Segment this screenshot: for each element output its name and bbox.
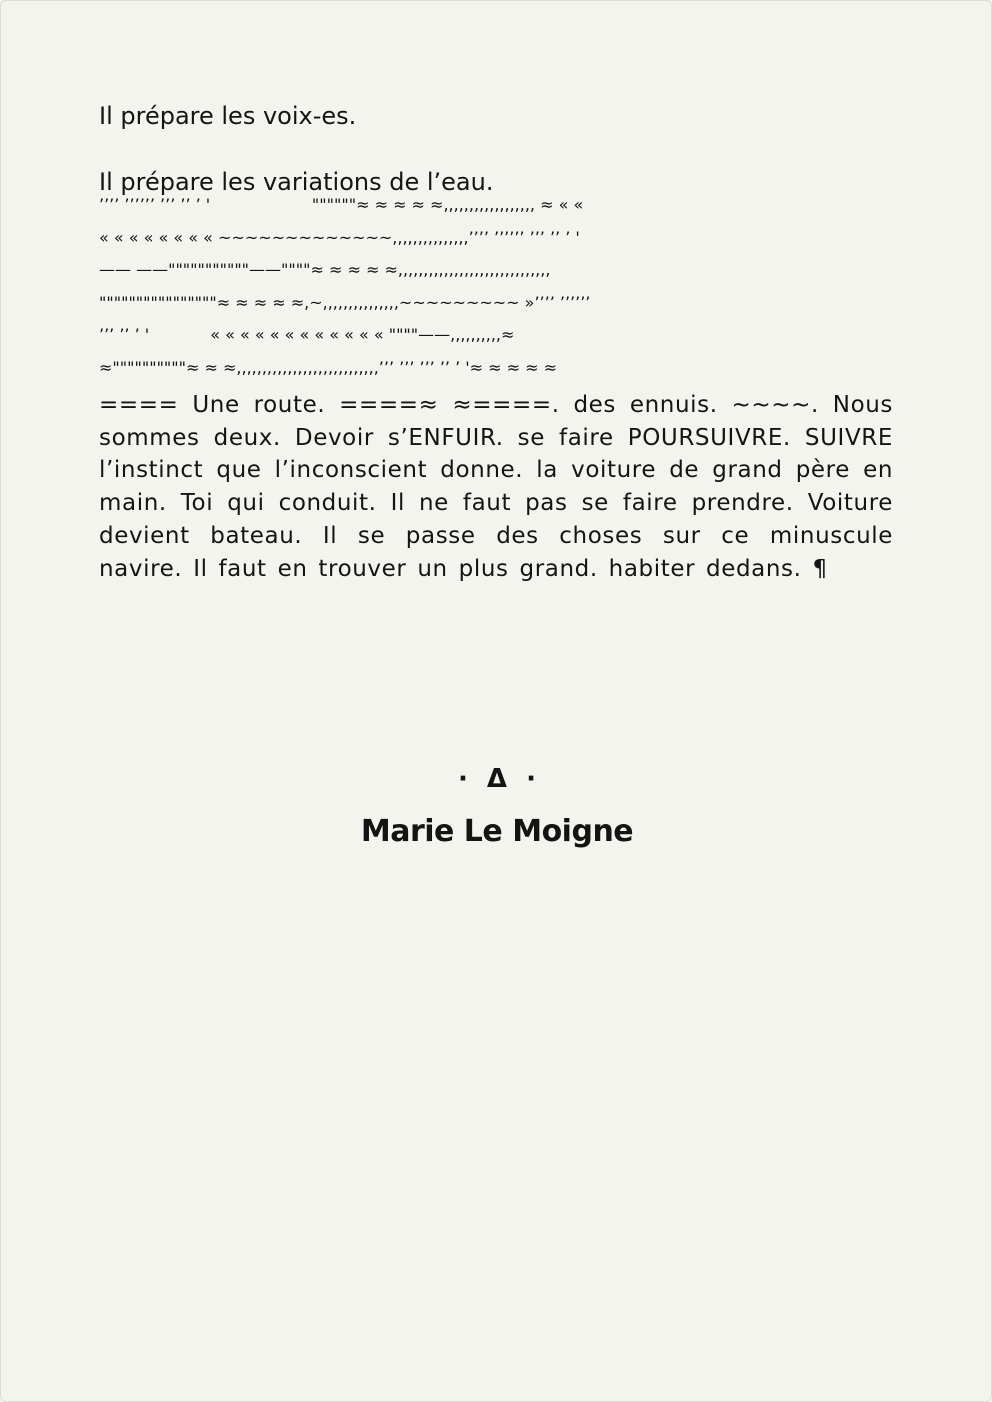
pattern-row-5: ’’’ ’’ ’ ' « « « « « « « « « « « « """"——,,,,,,,,,,≈ (99, 325, 515, 344)
pattern-row-4: """"""""""""""""≈ ≈ ≈ ≈ ≈,~,,,,,,,,,,,,,,,~~~~~~~~~ »’’’’ ’’’’’’ (99, 292, 591, 312)
poem-paragraph: ==== Une route. ====≈ ≈====. des ennuis. ~~~~. Nous sommes deux. Devoir s’ENFUIR. se faire POURSUIVRE. SUIVRE l’instinct que l’inconscient donne. la voiture de grand père en main. Toi qui conduit. Il ne faut pas se faire prendre. Voiture devient bateau. Il se passe des choses sur ce minuscule navire. Il faut en trouver un plus grand. habiter dedans. ¶ (99, 392, 893, 582)
signature-block (1, 759, 992, 855)
line-gap (99, 133, 893, 165)
delta-ornament: · Δ · (458, 764, 536, 794)
pattern-row-2: « « « « « « « « ~~~~~~~~~~~~~,,,,,,,,,,,,,,,’’’’ ’’’’’’ ’’’ ’’ ’ ' (99, 227, 580, 247)
pattern-row-1: ’’’’ ’’’’’’ ’’’ ’’ ’ ' """"""≈ ≈ ≈ ≈ ≈,,,,,,,,,,,,,,,,,, ≈ « « (99, 195, 584, 214)
author-name: Marie Le Moigne (360, 814, 634, 849)
typographic-pattern (99, 189, 893, 389)
poem-body (99, 99, 893, 585)
poem-line-1: Il prépare les voix-es. (99, 102, 357, 130)
pattern-row-6: ≈""""""""""≈ ≈ ≈,,,,,,,,,,,,,,,,,,,,,,,,,,,,’’’ ’’’ ’’’ ’’ ’ '≈ ≈ ≈ ≈ ≈ (99, 357, 558, 377)
poem-line-2: Il prépare les variations de l’eau. (99, 168, 494, 196)
pattern-row-3: —— ——"""""""""""——""""≈ ≈ ≈ ≈ ≈,,,,,,,,,,,,,,,,,,,,,,,,,,,,,, (99, 260, 551, 279)
